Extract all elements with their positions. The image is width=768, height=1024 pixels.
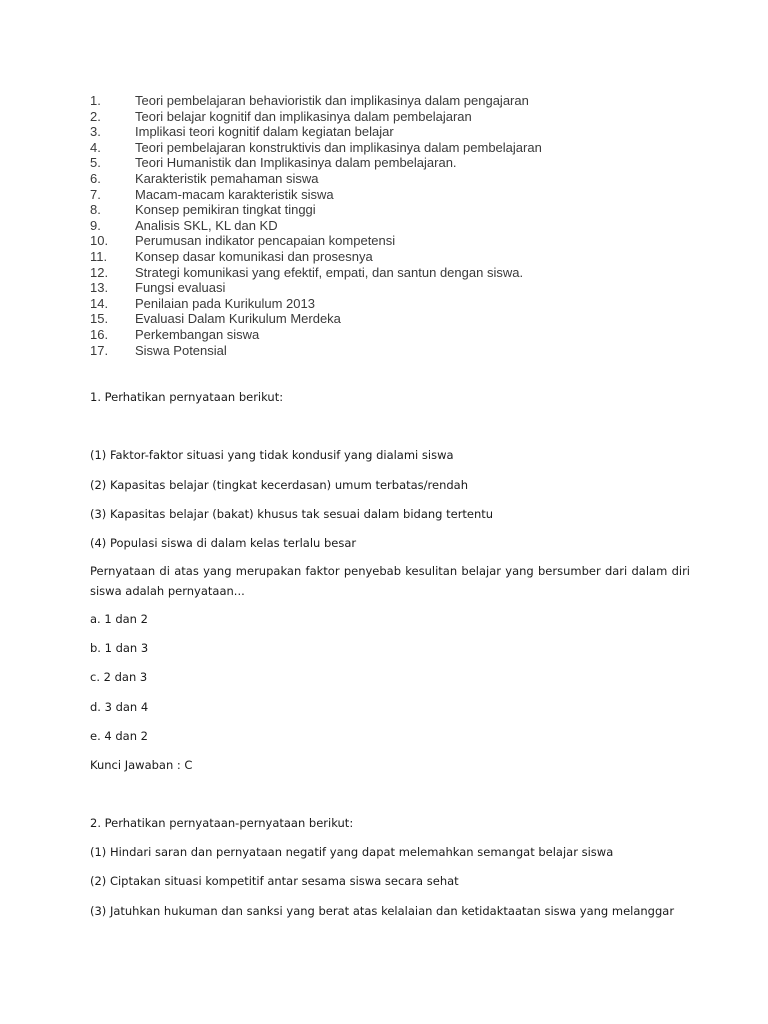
topic-item	[90, 265, 730, 281]
topic-number: 13.	[90, 280, 109, 296]
topic-item	[90, 280, 730, 296]
question-1-statement-2: (2) Kapasitas belajar (tingkat kecerdasan) umum terbatas/rendah	[90, 478, 469, 492]
topic-item	[90, 327, 730, 343]
topic-item	[90, 187, 730, 203]
topic-item	[90, 155, 730, 171]
topic-number: 3.	[90, 124, 101, 140]
question-1-question: Pernyataan di atas yang merupakan faktor penyebab kesulitan belajar yang bersumber dari dalam diri siswa adalah pernyataan...	[90, 564, 690, 598]
question-1-option-c: c. 2 dan 3	[90, 670, 148, 684]
question-1-statement-4: (4) Populasi siswa di dalam kelas terlalu besar	[90, 536, 357, 550]
topic-item	[90, 296, 730, 312]
topic-number: 14.	[90, 295, 109, 311]
topic-number: 2.	[90, 108, 101, 124]
topic-number: 6.	[90, 170, 101, 186]
question-1-option-d: d. 3 dan 4	[90, 700, 149, 714]
question-2-statement-3: (3) Jatuhkan hukuman dan sanksi yang berat atas kelalaian dan ketidaktaatan siswa yang melanggar	[90, 904, 675, 918]
topic-item	[90, 233, 730, 249]
topic-number: 5.	[90, 155, 101, 171]
topic-number: 9.	[90, 217, 101, 233]
topic-text: Teori belajar kognitif dan implikasinya dalam pembelajaran	[135, 108, 472, 124]
topic-item	[90, 311, 730, 327]
topic-number: 8.	[90, 202, 101, 218]
question-1-option-e: e. 4 dan 2	[90, 729, 148, 743]
topic-text: Analisis SKL, KL dan KD	[135, 217, 278, 233]
topic-text: Macam-macam karakteristik siswa	[135, 186, 334, 202]
topic-text: Karakteristik pemahaman siswa	[135, 170, 319, 186]
topic-item	[90, 202, 730, 218]
topic-item	[90, 109, 730, 125]
topic-number: 12.	[90, 264, 109, 280]
topic-text: Konsep pemikiran tingkat tinggi	[135, 202, 316, 218]
topic-list	[90, 93, 730, 358]
topic-text: Teori pembelajaran konstruktivis dan implikasinya dalam pembelajaran	[135, 139, 542, 155]
topic-text: Perumusan indikator pencapaian kompetensi	[135, 233, 396, 249]
question-1-option-b: b. 1 dan 3	[90, 641, 149, 655]
topic-text: Perkembangan siswa	[135, 326, 260, 342]
question-2-statement-1: (1) Hindari saran dan pernyataan negatif yang dapat melemahkan semangat belajar siswa	[90, 845, 614, 859]
topic-text: Teori Humanistik dan Implikasinya dalam pembelajaran.	[135, 155, 457, 171]
topic-text: Siswa Potensial	[135, 342, 227, 358]
topic-text: Strategi komunikasi yang efektif, empati, dan santun dengan siswa.	[135, 264, 524, 280]
topic-item	[90, 343, 730, 359]
question-1-option-a: a. 1 dan 2	[90, 612, 148, 626]
topic-text: Teori pembelajaran behavioristik dan implikasinya dalam pengajaran	[135, 93, 529, 108]
topic-number: 4.	[90, 139, 101, 155]
question-1-answer-key: Kunci Jawaban : C	[90, 758, 193, 772]
topic-number: 16.	[90, 326, 109, 342]
question-2-statement-2: (2) Ciptakan situasi kompetitif antar sesama siswa secara sehat	[90, 874, 459, 888]
topic-text: Konsep dasar komunikasi dan prosesnya	[135, 248, 373, 264]
question-1-statement-3: (3) Kapasitas belajar (bakat) khusus tak sesuai dalam bidang tertentu	[90, 507, 494, 521]
topic-number: 10.	[90, 233, 109, 249]
topic-item	[90, 218, 730, 234]
topic-number: 17.	[90, 342, 109, 358]
topic-text: Evaluasi Dalam Kurikulum Merdeka	[135, 311, 341, 327]
topic-number: 11.	[90, 248, 108, 264]
topic-text: Fungsi evaluasi	[135, 280, 226, 296]
question-2-prompt: 2. Perhatikan pernyataan-pernyataan berikut:	[90, 816, 354, 830]
topic-item	[90, 93, 730, 109]
topic-text: Implikasi teori kognitif dalam kegiatan belajar	[135, 124, 394, 140]
topic-text: Penilaian pada Kurikulum 2013	[135, 295, 315, 311]
topic-item	[90, 124, 730, 140]
topic-number: 15.	[90, 311, 109, 327]
topic-number: 1.	[90, 93, 101, 108]
topic-number: 7.	[90, 186, 101, 202]
topic-item	[90, 171, 730, 187]
topic-item	[90, 249, 730, 265]
topic-item	[90, 140, 730, 156]
question-1-prompt: 1. Perhatikan pernyataan berikut:	[90, 390, 284, 404]
question-1-statement-1: (1) Faktor-faktor situasi yang tidak kondusif yang dialami siswa	[90, 448, 454, 462]
